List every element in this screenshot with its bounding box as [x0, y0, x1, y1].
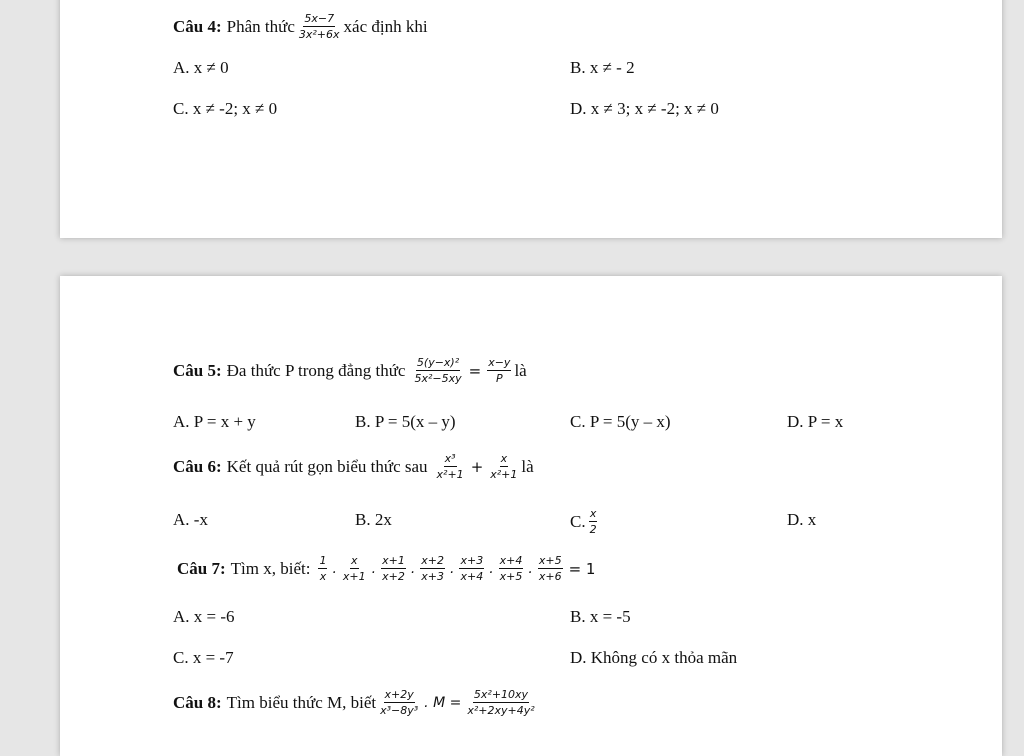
q8-fraction-2 — [466, 688, 535, 717]
q7-fraction-3 — [381, 554, 406, 583]
q6-label: Câu 6: — [173, 456, 222, 476]
q5-option-a: A. P = x + y — [173, 412, 256, 431]
q6-text-after: là — [521, 456, 534, 476]
q7-f6-den: x+5 — [499, 570, 523, 583]
q5-rhs-denominator: P — [495, 372, 503, 385]
q7-f2-num: x — [351, 554, 358, 567]
q7-dot: . — [332, 560, 337, 577]
q5-lhs-fraction — [413, 356, 462, 385]
q5-lhs-denominator: 5x²−5xy — [414, 372, 462, 385]
q4-option-c: C. x ≠ -2; x ≠ 0 — [173, 99, 278, 118]
q5-lhs-numerator: 5(y−x)² — [416, 356, 460, 369]
q5-text: Đa thức P trong đẳng thức — [226, 360, 406, 380]
q4-text-after: xác định khi — [343, 16, 428, 36]
q8-fraction-1 — [379, 688, 419, 717]
q6-option-c-prefix: C. — [570, 511, 586, 531]
q8-f2-numerator: 5x²+10xy — [473, 688, 529, 701]
q6-f1-denominator: x²+1 — [436, 468, 464, 481]
q4-label: Câu 4: — [173, 16, 222, 36]
q7-fraction-7 — [538, 554, 563, 583]
q6-option-c-fraction — [589, 507, 598, 536]
q5-equals: = — [468, 361, 482, 380]
q6-text: Kết quả rút gọn biểu thức sau — [226, 456, 428, 476]
q7-fraction-4 — [420, 554, 445, 583]
q7-f1-num: 1 — [319, 554, 327, 567]
question-8 — [173, 688, 539, 717]
q8-f1-denominator: x³−8y³ — [380, 704, 419, 717]
question-5 — [173, 356, 527, 385]
q7-option-b: B. x = -5 — [570, 607, 631, 626]
q6-option-c-numerator: x — [589, 507, 597, 520]
question-7 — [177, 554, 598, 583]
q7-dot: . — [489, 560, 494, 577]
q8-f1-numerator: x+2y — [384, 688, 414, 701]
q7-f5-num: x+3 — [460, 554, 484, 567]
q7-equals-one: = 1 — [568, 559, 596, 578]
q6-fraction-2 — [489, 452, 518, 481]
q4-fraction — [298, 12, 341, 41]
q6-f2-numerator: x — [500, 452, 508, 465]
q7-fraction-5 — [459, 554, 484, 583]
q7-f1-den: x — [319, 570, 327, 583]
page-sheet-1 — [60, 0, 1002, 238]
q4-option-b: B. x ≠ - 2 — [570, 58, 635, 77]
q7-f3-num: x+1 — [382, 554, 405, 567]
page-sheet-2 — [60, 276, 1002, 756]
q6-f1-numerator: x³ — [444, 452, 456, 465]
q7-f2-den: x+1 — [342, 570, 366, 583]
q7-f7-den: x+6 — [538, 570, 562, 583]
q5-option-d: D. P = x — [787, 412, 844, 431]
q4-option-d: D. x ≠ 3; x ≠ -2; x ≠ 0 — [570, 99, 719, 118]
q6-option-b: B. 2x — [355, 510, 392, 529]
q7-text: Tìm x, biết: — [230, 558, 311, 578]
q5-label: Câu 5: — [173, 360, 222, 380]
q6-option-d: D. x — [787, 510, 817, 529]
q7-label: Câu 7: — [177, 558, 226, 578]
q4-option-a: A. x ≠ 0 — [173, 58, 229, 77]
q8-times-m: . M = — [424, 694, 462, 711]
q7-f5-den: x+4 — [460, 570, 484, 583]
q6-option-a: A. -x — [173, 510, 208, 529]
q7-fraction-6 — [499, 554, 524, 583]
q7-f7-num: x+5 — [538, 554, 562, 567]
q5-text-after: là — [514, 360, 527, 380]
q7-f3-den: x+2 — [382, 570, 405, 583]
q5-option-b: B. P = 5(x – y) — [355, 412, 456, 431]
q7-f4-den: x+3 — [421, 570, 445, 583]
q7-dot: . — [450, 560, 455, 577]
question-6 — [173, 452, 534, 481]
q7-fraction-2 — [342, 554, 367, 583]
q4-text: Phân thức — [226, 16, 295, 36]
q8-f2-denominator: x²+2xy+4y² — [467, 704, 535, 717]
q6-plus: + — [470, 457, 484, 476]
q7-fraction-1 — [318, 554, 327, 583]
q5-option-c: C. P = 5(y – x) — [570, 412, 671, 431]
q6-f2-denominator: x²+1 — [490, 468, 518, 481]
q8-text: Tìm biểu thức M, biết — [226, 692, 377, 712]
q6-option-c — [570, 507, 601, 536]
q5-rhs-fraction — [487, 356, 511, 385]
q7-f6-num: x+4 — [499, 554, 523, 567]
q7-dot: . — [410, 560, 416, 577]
q7-option-a: A. x = -6 — [173, 607, 235, 626]
q7-dot: . — [371, 560, 377, 577]
q6-option-c-denominator: 2 — [589, 523, 597, 536]
q4-frac-numerator: 5x−7 — [304, 12, 335, 25]
q8-label: Câu 8: — [173, 692, 222, 712]
q7-option-c: C. x = -7 — [173, 648, 234, 667]
q7-dot: . — [528, 560, 533, 577]
q4-frac-denominator: 3x²+6x — [298, 28, 340, 41]
q7-f4-num: x+2 — [421, 554, 445, 567]
q5-rhs-numerator: x−y — [488, 356, 511, 369]
q6-fraction-1 — [436, 452, 465, 481]
question-4 — [173, 12, 428, 41]
q7-option-d: D. Không có x thỏa mãn — [570, 648, 738, 667]
